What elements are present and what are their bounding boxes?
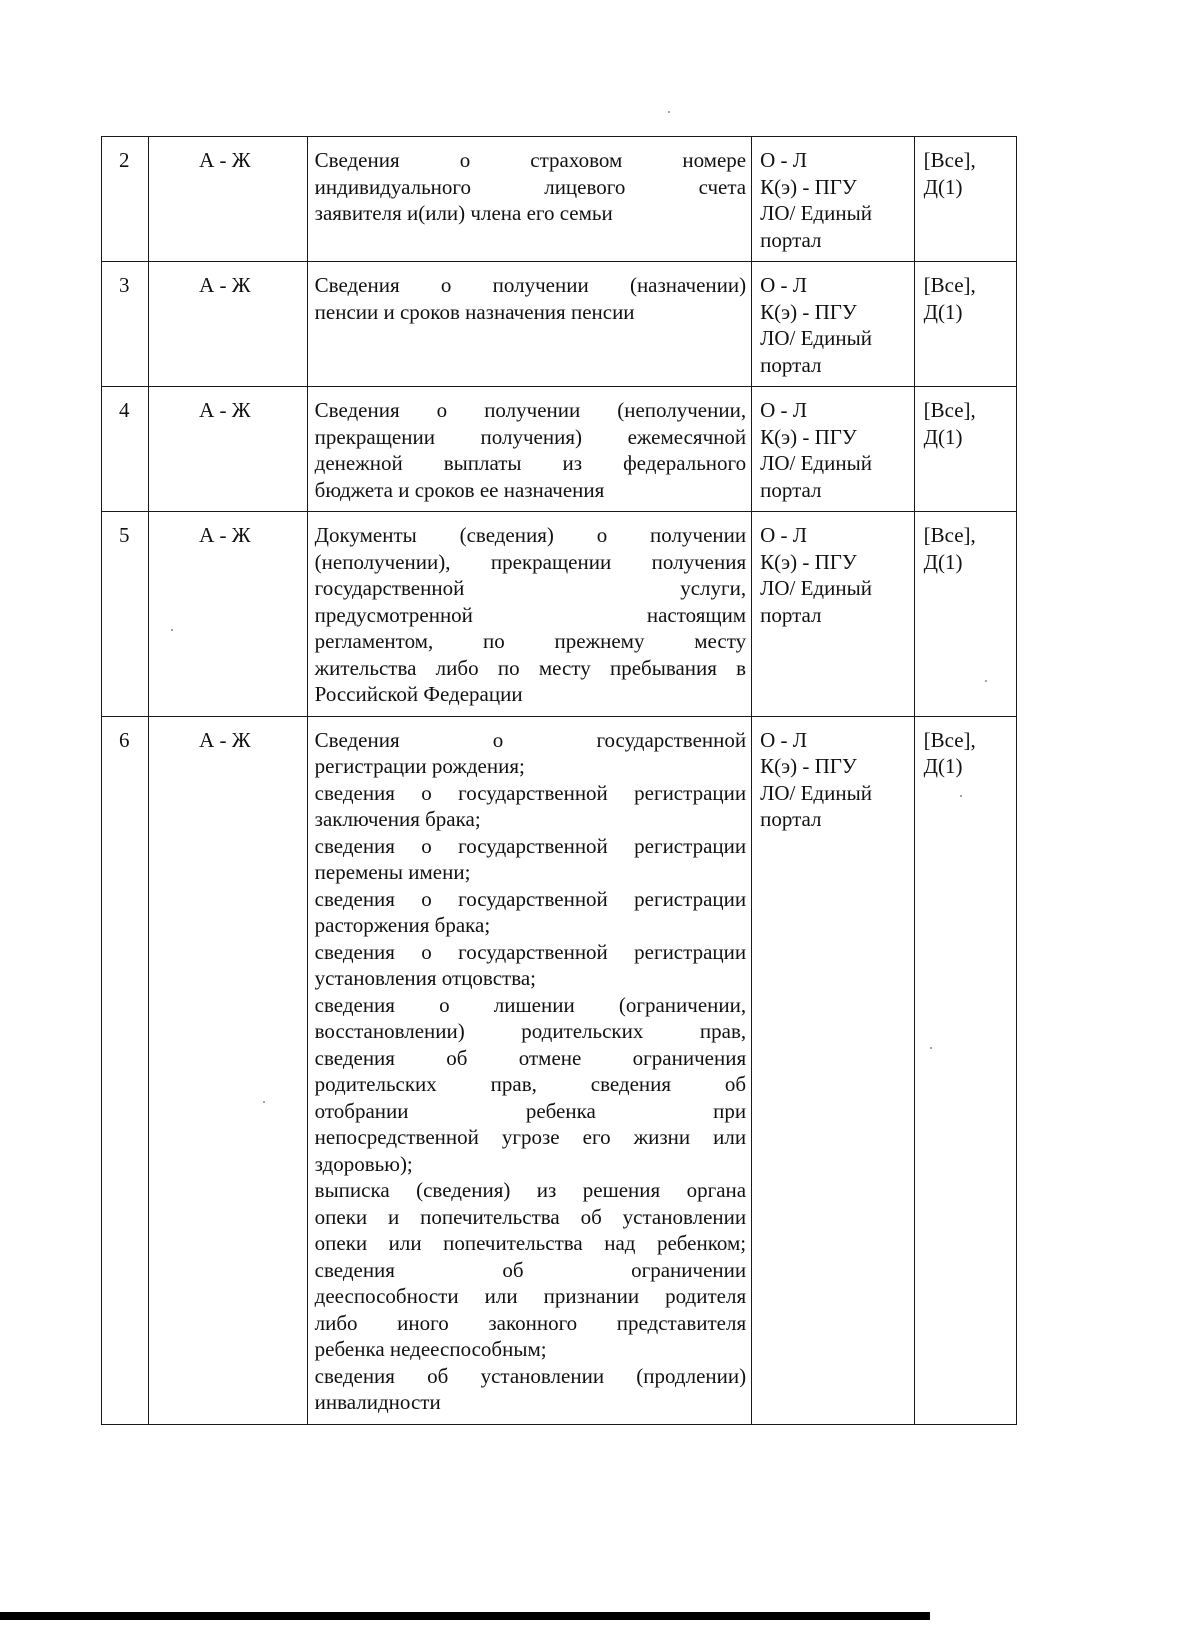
description-line: расторжения брака; [314, 913, 491, 937]
description-line: здоровью); [314, 1151, 413, 1176]
submission-method [752, 512, 915, 717]
row-number: 3 [102, 262, 149, 387]
row-number: 6 [102, 716, 149, 1424]
scan-speck [930, 1047, 932, 1049]
table-row [102, 137, 1017, 262]
applicant-group: А - Ж [149, 262, 308, 387]
scan-speck [960, 795, 962, 797]
description-line: Сведения о страховом номере [314, 148, 747, 172]
access-level-line: [Все], [923, 398, 976, 422]
description-line: сведения о государственной регистрации [314, 833, 747, 858]
description-line: заключения брака; [314, 807, 481, 831]
table-row [102, 512, 1017, 717]
submission-method-line: портал [760, 477, 822, 502]
description-line: сведения о лишении (ограничении, [314, 992, 747, 1017]
access-level [914, 716, 1016, 1424]
description-line: Российской Федерации [314, 682, 523, 706]
submission-method-line: К(э) - ПГУ [760, 299, 857, 324]
table-row [102, 716, 1017, 1424]
submission-method-line: К(э) - ПГУ [760, 424, 857, 449]
submission-method-line: портал [760, 352, 822, 377]
scan-speck [668, 111, 670, 113]
description-line: сведения об установлении (продлении) [314, 1363, 747, 1388]
description-line: бюджета и сроков ее назначения [314, 477, 605, 502]
table-body [102, 137, 1017, 1425]
description-line: Сведения о государственной [314, 727, 747, 752]
submission-method-line: ЛО/ Единый [760, 201, 872, 225]
submission-method-line: портал [760, 227, 822, 252]
description-line: государственной услуги, [314, 576, 747, 600]
table-row [102, 387, 1017, 512]
access-level [914, 387, 1016, 512]
applicant-group: А - Ж [149, 137, 308, 262]
description-line: дееспособности или признании родителя [314, 1284, 747, 1308]
description-line: сведения о государственной регистрации [314, 780, 747, 805]
submission-method-line: О - Л [760, 523, 808, 547]
description-line: сведения об ограничении [314, 1257, 747, 1282]
description-line: (неполучении), прекращении получения [314, 549, 747, 574]
applicant-group: А - Ж [149, 387, 308, 512]
document-description [307, 387, 751, 512]
submission-method [752, 137, 915, 262]
submission-method-line: ЛО/ Единый [760, 780, 872, 805]
row-number: 4 [102, 387, 149, 512]
description-line: сведения о государственной регистрации [314, 886, 747, 911]
document-description [307, 512, 751, 717]
submission-method-line: О - Л [760, 398, 808, 422]
row-number: 2 [102, 137, 149, 262]
access-level-line: [Все], [923, 273, 976, 297]
access-level-line: Д(1) [923, 549, 963, 574]
access-level [914, 512, 1016, 717]
row-number: 5 [102, 512, 149, 717]
description-line: Сведения о получении (назначении) [314, 273, 747, 297]
description-line: пенсии и сроков назначения пенсии [314, 299, 635, 324]
scan-speck [263, 1101, 265, 1103]
description-line: опеки и попечительства об установлении [314, 1204, 747, 1229]
description-line: восстановлении) родительских прав, [314, 1019, 747, 1043]
document-table [101, 136, 1017, 1425]
submission-method-line: ЛО/ Единый [760, 326, 872, 350]
access-level-line: Д(1) [923, 424, 963, 449]
description-line: денежной выплаты из федерального [314, 451, 747, 475]
submission-method-line: портал [760, 602, 822, 627]
scan-speck [985, 680, 987, 682]
description-line: сведения о государственной регистрации [314, 939, 747, 964]
description-line: заявителя и(или) члена его семьи [314, 201, 613, 225]
access-level [914, 262, 1016, 387]
description-line: выписка (сведения) из решения органа [314, 1178, 747, 1202]
submission-method-line: О - Л [760, 148, 808, 172]
submission-method [752, 387, 915, 512]
description-line: инвалидности [314, 1390, 441, 1414]
description-line: Документы (сведения) о получении [314, 523, 747, 547]
document-description [307, 137, 751, 262]
access-level-line: [Все], [923, 727, 976, 752]
access-level-line: Д(1) [923, 299, 963, 324]
description-line: сведения об отмене ограничения [314, 1045, 747, 1070]
applicant-group: А - Ж [149, 716, 308, 1424]
description-line: прекращении получения) ежемесячной [314, 424, 747, 449]
submission-method-line: портал [760, 807, 822, 831]
scan-edge-bar [0, 1612, 930, 1620]
submission-method-line: О - Л [760, 727, 808, 752]
description-line: установления отцовства; [314, 966, 537, 990]
document-description [307, 262, 751, 387]
table-row [102, 262, 1017, 387]
access-level-line: Д(1) [923, 754, 963, 778]
description-line: предусмотренной настоящим [314, 602, 747, 627]
submission-method-line: О - Л [760, 273, 808, 297]
description-line: регистрации рождения; [314, 754, 525, 778]
submission-method-line: ЛО/ Единый [760, 576, 872, 600]
description-line: перемены имени; [314, 860, 471, 884]
description-line: регламентом, по прежнему месту [314, 629, 747, 653]
description-line: опеки или попечительства над ребенком; [314, 1231, 747, 1255]
submission-method-line: ЛО/ Единый [760, 451, 872, 475]
access-level-line: Д(1) [923, 174, 963, 199]
description-line: индивидуального лицевого счета [314, 174, 747, 199]
submission-method-line: К(э) - ПГУ [760, 754, 857, 778]
description-line: либо иного законного представителя [314, 1310, 747, 1335]
submission-method [752, 262, 915, 387]
submission-method-line: К(э) - ПГУ [760, 549, 857, 574]
applicant-group: А - Ж [149, 512, 308, 717]
description-line: ребенка недееспособным; [314, 1337, 547, 1361]
description-line: родительских прав, сведения об [314, 1072, 747, 1096]
description-line: жительства либо по месту пребывания в [314, 655, 747, 680]
submission-method [752, 716, 915, 1424]
description-line: Сведения о получении (неполучении, [314, 398, 747, 422]
description-line: отобрании ребенка при [314, 1098, 747, 1123]
access-level-line: [Все], [923, 523, 976, 547]
document-description [307, 716, 751, 1424]
submission-method-line: К(э) - ПГУ [760, 174, 857, 199]
description-line: непосредственной угрозе его жизни или [314, 1125, 747, 1149]
access-level [914, 137, 1016, 262]
access-level-line: [Все], [923, 148, 976, 172]
scan-speck [171, 629, 173, 631]
